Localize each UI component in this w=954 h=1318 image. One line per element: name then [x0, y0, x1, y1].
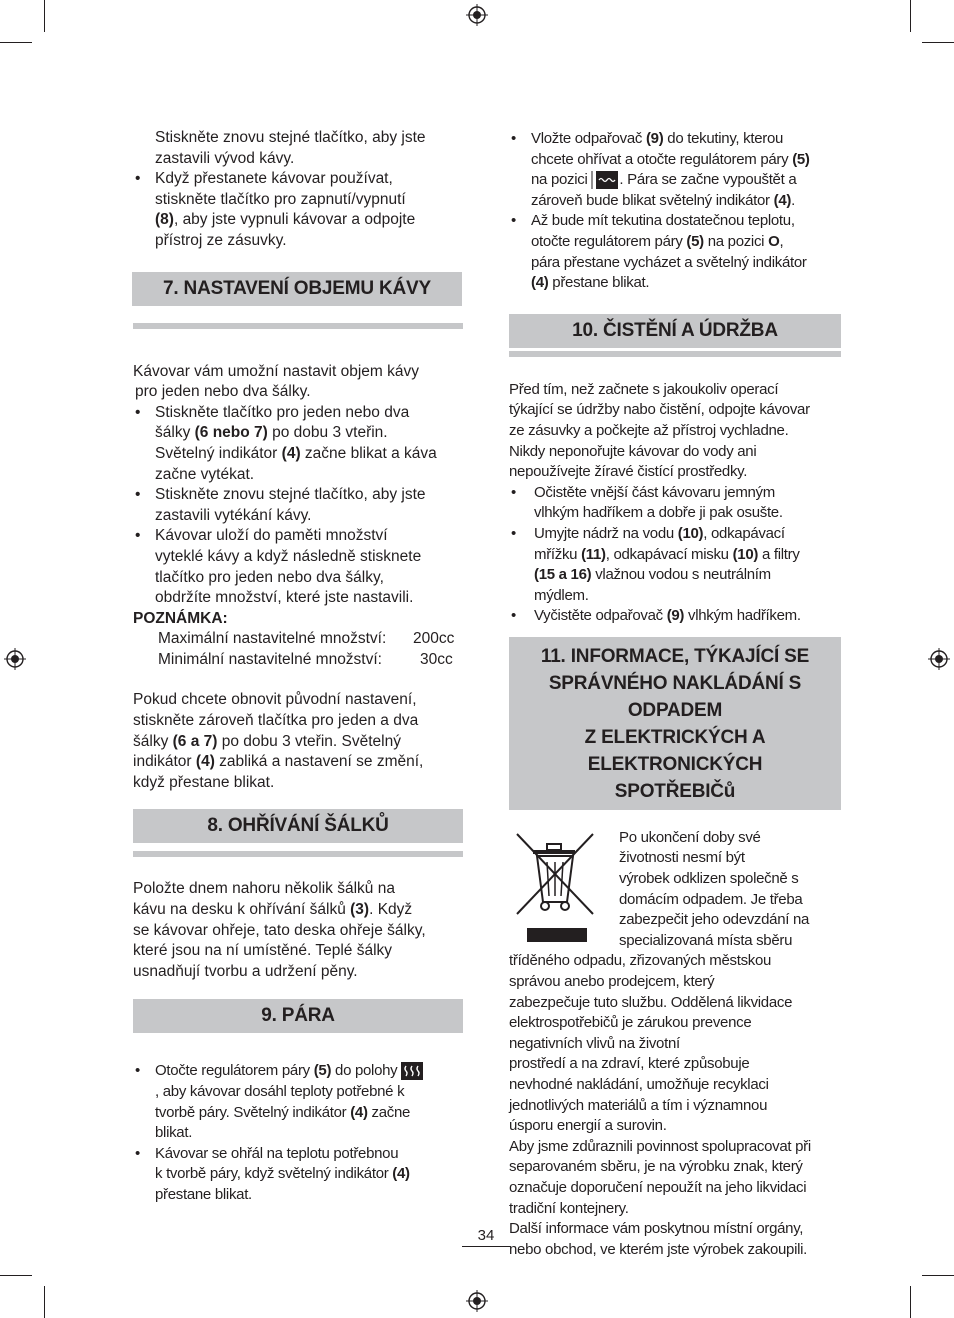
bullet-list — [133, 169, 465, 251]
weee-paragraph-intro: Po ukončení doby své životnosti nesmí být výrobek odklizen společně s domácím odpadem. Je třeba zabezpečit jeho odevzdání na specializovaná místa sběru — [619, 828, 810, 949]
registration-mark-icon — [4, 648, 26, 670]
list-item: • Otočte regulátorem páry (5) do polohy , aby kávovar dosáhl teploty potřebné k tvorbě páry. Světelný indikátor (4) začne blikat. — [133, 1061, 465, 1143]
steam-knob-icon — [591, 171, 619, 189]
section-11-title: 11. INFORMACE, TÝKAJÍCÍ SE SPRÁVNÉHO NAKLÁDÁNÍ S ODPADEM Z ELEKTRICKÝCH A ELEKTRONICKÝCH SPOTŘEBIČů — [509, 637, 841, 810]
weee-section — [509, 828, 843, 1260]
registration-mark-icon — [928, 648, 950, 670]
section-8-title: 8. OHŘÍVÁNÍ ŠÁLKŮ — [133, 809, 463, 843]
paragraph: pro jeden nebo dva šálky. — [135, 383, 311, 401]
list-item: • Kávovar se ohřál na teplotu potřebnou k tvorbě páry, když světelný indikátor (4) přestane blikat. — [133, 1144, 465, 1206]
section-7-title: 7. NASTAVENÍ OBJEMU KÁVY — [132, 272, 462, 306]
list-item: • Stiskněte tlačítko pro jeden nebo dva šálky (6 nebo 7) po dobu 3 vteřin. Světelný indikátor (4) začne blikat a káva začne vytékat. — [133, 403, 465, 485]
list-item: • Když přestanete kávovar používat, stiskněte tlačítko pro zapnutí/vypnutí (8), aby jste vypnuli kávovar a odpojte přístroj ze zásuvky. — [133, 169, 465, 251]
list-item: • Až bude mít tekutina dostatečnou teplotu, otočte regulátorem páry (5) na pozici O, pára přestane vycházet a světelný indikátor (4) přestane blikat. — [509, 211, 843, 293]
list-item: • Kávovar uloží do paměti množství vyteklé kávy a když následně stisknete tlačítko pro jeden nebo dva šálky, obdržíte množství, které jste nastavili. — [133, 526, 465, 608]
paragraph: Kávovar vám umožní nastavit objem kávy — [133, 362, 420, 380]
continued-text: zastavili vývod kávy. — [155, 149, 295, 167]
left-column — [133, 128, 465, 1206]
crop-mark — [0, 42, 32, 43]
crossed-out-bin-icon — [515, 832, 595, 944]
note-max: Maximální nastavitelné množství: 200cc — [158, 630, 455, 648]
crop-mark — [44, 0, 45, 32]
reset-paragraph: Pokud chcete obnovit původní nastavení, stiskněte zároveň tlačítka pro jeden a dva šálky (6 a 7) po dobu 3 vteřin. Světelný indikátor (4) zabliká a nastavení se změní, když přestane blikat. — [133, 691, 424, 791]
bullet-list — [133, 403, 465, 609]
section-9-title: 9. PÁRA — [133, 999, 463, 1033]
registration-mark-icon — [466, 1290, 488, 1312]
list-item: • Stiskněte znovu stejné tlačítko, aby jste zastavili vytékání kávy. — [133, 485, 465, 526]
right-column — [509, 129, 843, 1260]
note-label: POZNÁMKA: — [133, 609, 228, 627]
bullet-list — [509, 129, 843, 294]
weee-paragraph: tříděného odpadu, zřizovaných městskou správou anebo prodejcem, který zabezpečuje tuto službu. Oddělená likvidace elektrospotřebičů je zárukou prevence negativních vlivů na životní prostředí a na zdraví, které způsobuje nevhodné nakládání, umožňuje recyklaci jednotlivých materiálů a tím i významnou úsporu energií a surovin. Aby jsme zdůraznili povinnost spolupracovat při separovaném sběru, je na výrobku znak, který označuje doporučení nepoužít na jeho likvidaci tradiční kontejnery. Další informace vám poskytnou místní orgány, nebo obchod, ve kterém jste výrobek zakoupili. — [509, 952, 811, 1258]
list-item: • Vložte odpařovač (9) do tekutiny, kterou chcete ohřívat a otočte regulátorem páry (5) na pozici . Pára se začne vypouštět a zároveň bude blikat světelný indikátor (4). — [509, 129, 843, 211]
registration-mark-icon — [466, 4, 488, 26]
crop-mark — [0, 1275, 32, 1276]
steam-icon — [401, 1062, 423, 1080]
list-item: • Vyčistěte odpařovač (9) vlhkým hadříkem. — [509, 606, 843, 627]
crop-mark — [910, 1286, 911, 1318]
sec8-paragraph: Položte dnem nahoru několik šálků na kávu na desku k ohřívání šálků (3). Když se kávovar ohřeje, tato deska ohřeje šálky, které jsou na ní umístěné. Teplé šálky usnadňují tvorbu a udržení pěny. — [133, 880, 426, 980]
section-10-title: 10. ČISTĚNÍ A ÚDRŽBA — [509, 314, 841, 348]
list-item: • Umyjte nádrž na vodu (10), odkapávací mřížku (11), odkapávací misku (10) a filtry (15 a 16) vlažnou vodou s neutrálním mýdlem. — [509, 524, 843, 606]
crop-mark — [910, 0, 911, 32]
note-min: Minimální nastavitelné množství: 30cc — [158, 650, 453, 668]
crop-mark — [44, 1286, 45, 1318]
page-number: 34 — [462, 1226, 510, 1247]
list-item: • Očistěte vnější část kávovaru jemným vlhkým hadříkem a dobře ji pak osušte. — [509, 483, 843, 524]
continued-text: Stiskněte znovu stejné tlačítko, aby jste — [155, 129, 426, 146]
bullet-list — [509, 483, 843, 627]
crop-mark — [922, 1275, 954, 1276]
sec10-paragraph: Před tím, než začnete s jakoukoliv operací týkající se údržby nabo čistění, odpojte kávovar ze zásuvky a počkejte až přístroj vychladne. Nikdy neponořujte kávovar do vody ani nepoužívejte žíravé čistící prostředky. — [509, 380, 810, 481]
bullet-list — [133, 1061, 465, 1205]
crop-mark — [922, 42, 954, 43]
